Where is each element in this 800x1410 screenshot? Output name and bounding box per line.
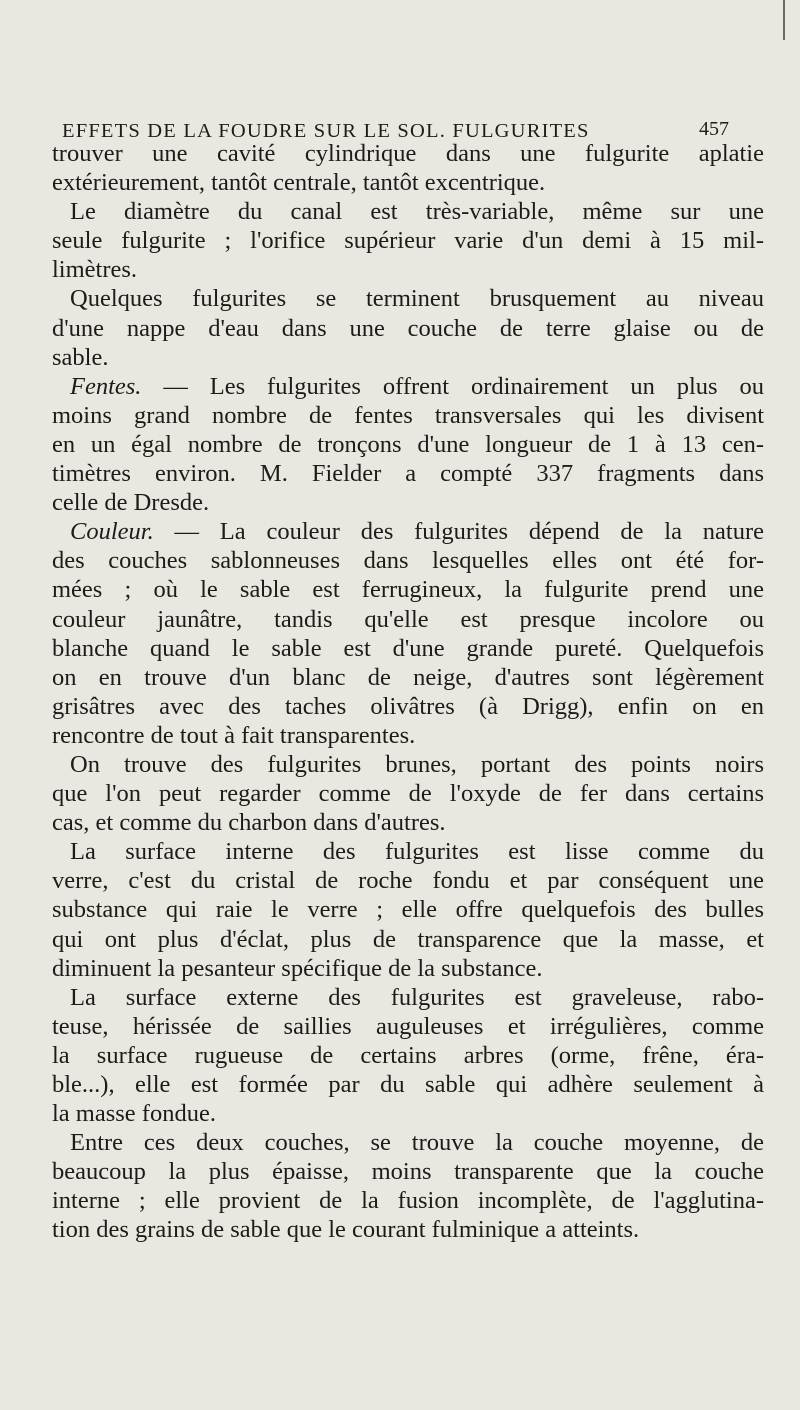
text-line (52, 779, 764, 808)
line-text: en un égal nombre de tronçons d'une longueur de 1 à 13 cen- (52, 430, 764, 458)
text-line (52, 372, 764, 401)
text-line (52, 1041, 764, 1070)
line-text: des couches sablonneuses dans lesquelles elles ont été for- (52, 547, 764, 575)
text-line (52, 866, 764, 895)
text-line (52, 1186, 764, 1215)
line-text: trouver une cavité cylindrique dans une fulgurite aplatie (52, 140, 764, 167)
line-text: timètres environ. M. Fielder a compté 337 fragments dans (52, 460, 764, 488)
page-edge-mark (783, 0, 785, 40)
line-text: Le diamètre du canal est très-variable, même sur une (70, 198, 764, 226)
text-line (52, 895, 764, 924)
line-text: celle de Dresde. (52, 489, 210, 517)
line-text: couleur jaunâtre, tandis qu'elle est presque incolore ou (52, 605, 764, 633)
line-text: Quelques fulgurites se terminent brusquement au niveau (70, 285, 764, 313)
text-line (52, 459, 764, 488)
section-heading: Fentes. (70, 372, 142, 400)
line-text: la surface rugueuse de certains arbres (orme, frêne, éra- (52, 1041, 764, 1069)
line-text: La surface interne des fulgurites est lisse comme du (70, 838, 764, 866)
text-line (52, 1012, 764, 1041)
line-text: Entre ces deux couches, se trouve la couche moyenne, de (70, 1129, 764, 1157)
text-line (52, 925, 764, 954)
page-number: 457 (699, 118, 729, 140)
line-text: blanche quand le sable est d'une grande pureté. Quelquefois (52, 634, 764, 662)
text-line (52, 1099, 764, 1128)
text-line (52, 168, 764, 197)
text-line (52, 314, 764, 343)
line-text: extérieurement, tantôt centrale, tantôt excentrique. (52, 169, 546, 197)
line-text: sable. (52, 343, 109, 371)
text-line (52, 430, 764, 459)
section-heading: Couleur. (70, 518, 154, 546)
line-text: mées ; où le sable est ferrugineux, la fulgurite prend une (52, 576, 764, 604)
line-text: tion des grains de sable que le courant fulminique a atteints. (52, 1216, 640, 1244)
body-text (52, 139, 764, 1245)
text-line (52, 750, 764, 779)
text-line (52, 692, 764, 721)
line-text: que l'on peut regarder comme de l'oxyde de fer dans certains (52, 780, 764, 808)
text-line (52, 983, 764, 1012)
text-line (52, 139, 764, 168)
text-line (52, 634, 764, 663)
line-text: limètres. (52, 256, 138, 284)
line-text: grisâtres avec des taches olivâtres (à Drigg), enfin on en (52, 692, 764, 720)
text-line (52, 663, 764, 692)
text-line (52, 837, 764, 866)
text-line (52, 401, 764, 430)
line-text: la masse fondue. (52, 1100, 216, 1128)
text-line (52, 721, 764, 750)
text-line (52, 197, 764, 226)
line-text: ble...), elle est formée par du sable qui adhère seulement à (52, 1071, 764, 1098)
text-line (52, 954, 764, 983)
line-text: teuse, hérissée de saillies auguleuses et irrégulières, comme (52, 1012, 764, 1040)
line-text: substance qui raie le verre ; elle offre quelquefois des bulles (52, 896, 764, 924)
line-text: La surface externe des fulgurites est graveleuse, rabo- (70, 983, 764, 1011)
text-line (52, 605, 764, 634)
line-text: On trouve des fulgurites brunes, portant des points noirs (70, 750, 764, 778)
line-text: on en trouve d'un blanc de neige, d'autres sont légèrement (52, 663, 764, 691)
line-text: interne ; elle provient de la fusion incomplète, de l'agglutina- (52, 1187, 764, 1215)
text-line (52, 575, 764, 604)
line-text: seule fulgurite ; l'orifice supérieur varie d'un demi à 15 mil- (52, 227, 764, 255)
line-text: — Les fulgurites offrent ordinairement un plus ou (141, 372, 764, 400)
line-text: — La couleur des fulgurites dépend de la nature (153, 518, 764, 546)
text-line (52, 226, 764, 255)
text-line (52, 1070, 764, 1099)
line-text: qui ont plus d'éclat, plus de transparence que la masse, et (52, 925, 764, 953)
text-line (52, 343, 764, 372)
text-line (52, 517, 764, 546)
line-text: moins grand nombre de fentes transversales qui les divisent (52, 401, 764, 429)
text-line (52, 546, 764, 575)
line-text: beaucoup la plus épaisse, moins transparente que la couche (52, 1158, 764, 1186)
running-head: EFFETS DE LA FOUDRE SUR LE SOL. FULGURITES (62, 120, 590, 142)
line-text: rencontre de tout à fait transparentes. (52, 721, 416, 749)
text-line (52, 255, 764, 284)
text-line (52, 808, 764, 837)
text-line (52, 284, 764, 313)
line-text: verre, c'est du cristal de roche fondu et par conséquent une (52, 867, 764, 895)
text-line (52, 1215, 764, 1244)
text-line (52, 1157, 764, 1186)
line-text: diminuent la pesanteur spécifique de la substance. (52, 954, 543, 982)
text-line (52, 1128, 764, 1157)
line-text: d'une nappe d'eau dans une couche de terre glaise ou de (52, 314, 764, 342)
text-line (52, 488, 764, 517)
line-text: cas, et comme du charbon dans d'autres. (52, 809, 446, 837)
